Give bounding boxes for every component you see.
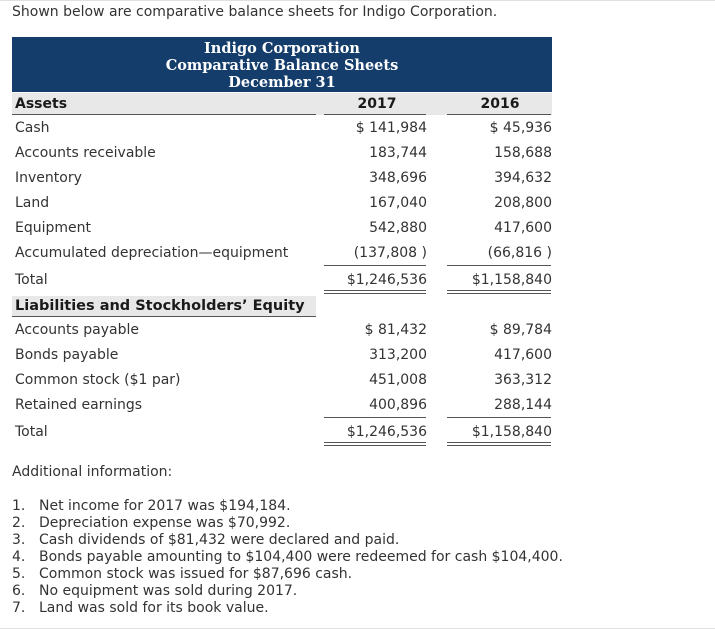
list-item xyxy=(12,498,563,515)
year-2016-header: 2016 xyxy=(480,96,520,112)
total-2016: $1,158,840 xyxy=(471,424,552,440)
row-label: Retained earnings xyxy=(15,397,143,413)
item-text: Land was sold for its book value. xyxy=(39,600,269,616)
row-label: Cash xyxy=(15,120,50,136)
value-2016: 363,312 xyxy=(494,372,552,388)
value-2016: (66,816 ) xyxy=(487,245,552,261)
value-2017: $ 81,432 xyxy=(364,322,427,338)
table-row xyxy=(12,141,552,165)
year-2017-header: 2017 xyxy=(357,96,397,112)
assets-total-row xyxy=(12,268,552,292)
list-item xyxy=(12,549,563,566)
row-label: Inventory xyxy=(15,170,82,186)
table-row xyxy=(12,393,552,417)
double-underline xyxy=(324,290,426,294)
year-2016-underline xyxy=(447,114,551,115)
value-2016: 394,632 xyxy=(494,170,552,186)
assets-heading-row xyxy=(12,93,552,115)
statement-date: December 31 xyxy=(228,74,336,91)
row-label: Bonds payable xyxy=(15,347,119,363)
bottom-divider xyxy=(0,628,715,629)
row-label: Accounts payable xyxy=(15,322,139,338)
value-2017: 400,896 xyxy=(369,397,427,413)
table-row xyxy=(12,318,552,342)
item-number: 7. xyxy=(12,600,26,616)
item-text: No equipment was sold during 2017. xyxy=(39,583,298,599)
list-item xyxy=(12,515,563,532)
value-2016: $ 89,784 xyxy=(489,322,552,338)
row-label: Accounts receivable xyxy=(15,145,156,161)
liabilities-heading: Liabilities and Stockholders’ Equity xyxy=(15,298,305,314)
table-row xyxy=(12,191,552,215)
assets-heading: Assets xyxy=(15,96,68,112)
value-2017: 313,200 xyxy=(369,347,427,363)
list-item xyxy=(12,532,563,549)
table-row xyxy=(12,216,552,240)
list-item xyxy=(12,566,563,583)
year-2017-underline xyxy=(324,114,426,115)
table-row xyxy=(12,166,552,190)
total-2017: $1,246,536 xyxy=(346,272,427,288)
item-text: Net income for 2017 was $194,184. xyxy=(39,498,291,514)
liabilities-total-row xyxy=(12,420,552,444)
value-2016: 158,688 xyxy=(494,145,552,161)
table-row xyxy=(12,241,552,265)
value-2017: 451,008 xyxy=(369,372,427,388)
table-row xyxy=(12,116,552,140)
row-label: Common stock ($1 par) xyxy=(15,372,181,388)
item-text: Cash dividends of $81,432 were declared and paid. xyxy=(39,532,400,548)
value-2017: $ 141,984 xyxy=(355,120,427,136)
statement-title: Comparative Balance Sheets xyxy=(165,57,399,74)
total-2016: $1,158,840 xyxy=(471,272,552,288)
item-number: 2. xyxy=(12,515,26,531)
intro-text: Shown below are comparative balance sheets for Indigo Corporation. xyxy=(12,4,498,20)
total-2017: $1,246,536 xyxy=(346,424,427,440)
value-2017: 183,744 xyxy=(369,145,427,161)
total-label: Total xyxy=(15,424,48,440)
total-label: Total xyxy=(15,272,48,288)
value-2017: (137,808 ) xyxy=(353,245,427,261)
item-number: 6. xyxy=(12,583,26,599)
assets-heading-underline xyxy=(12,114,316,115)
value-2017: 348,696 xyxy=(369,170,427,186)
row-label: Accumulated depreciation—equipment xyxy=(15,245,289,261)
subtotal-rule xyxy=(324,265,426,266)
row-label: Land xyxy=(15,195,50,211)
item-text: Common stock was issued for $87,696 cash. xyxy=(39,566,353,582)
item-text: Bonds payable amounting to $104,400 were redeemed for cash $104,400. xyxy=(39,549,563,565)
top-divider xyxy=(0,0,715,1)
list-item xyxy=(12,583,563,600)
company-name: Indigo Corporation xyxy=(204,40,360,57)
additional-info-heading: Additional information: xyxy=(12,464,173,480)
additional-info-list xyxy=(12,498,563,617)
value-2016: 288,144 xyxy=(494,397,552,413)
item-number: 4. xyxy=(12,549,26,565)
value-2016: 417,600 xyxy=(494,220,552,236)
statement-header xyxy=(12,37,552,92)
list-item xyxy=(12,600,563,617)
double-underline xyxy=(447,290,551,294)
subtotal-rule xyxy=(324,417,426,418)
item-number: 5. xyxy=(12,566,26,582)
table-row xyxy=(12,343,552,367)
liabilities-heading-row xyxy=(12,296,316,317)
item-text: Depreciation expense was $70,992. xyxy=(39,515,291,531)
value-2017: 542,880 xyxy=(369,220,427,236)
subtotal-rule xyxy=(447,417,551,418)
subtotal-rule xyxy=(447,265,551,266)
row-label: Equipment xyxy=(15,220,91,236)
value-2017: 167,040 xyxy=(369,195,427,211)
table-row xyxy=(12,368,552,392)
liabilities-heading-underline xyxy=(12,316,316,317)
double-underline xyxy=(447,442,551,446)
value-2016: $ 45,936 xyxy=(489,120,552,136)
value-2016: 208,800 xyxy=(494,195,552,211)
item-number: 3. xyxy=(12,532,26,548)
value-2016: 417,600 xyxy=(494,347,552,363)
item-number: 1. xyxy=(12,498,26,514)
double-underline xyxy=(324,442,426,446)
